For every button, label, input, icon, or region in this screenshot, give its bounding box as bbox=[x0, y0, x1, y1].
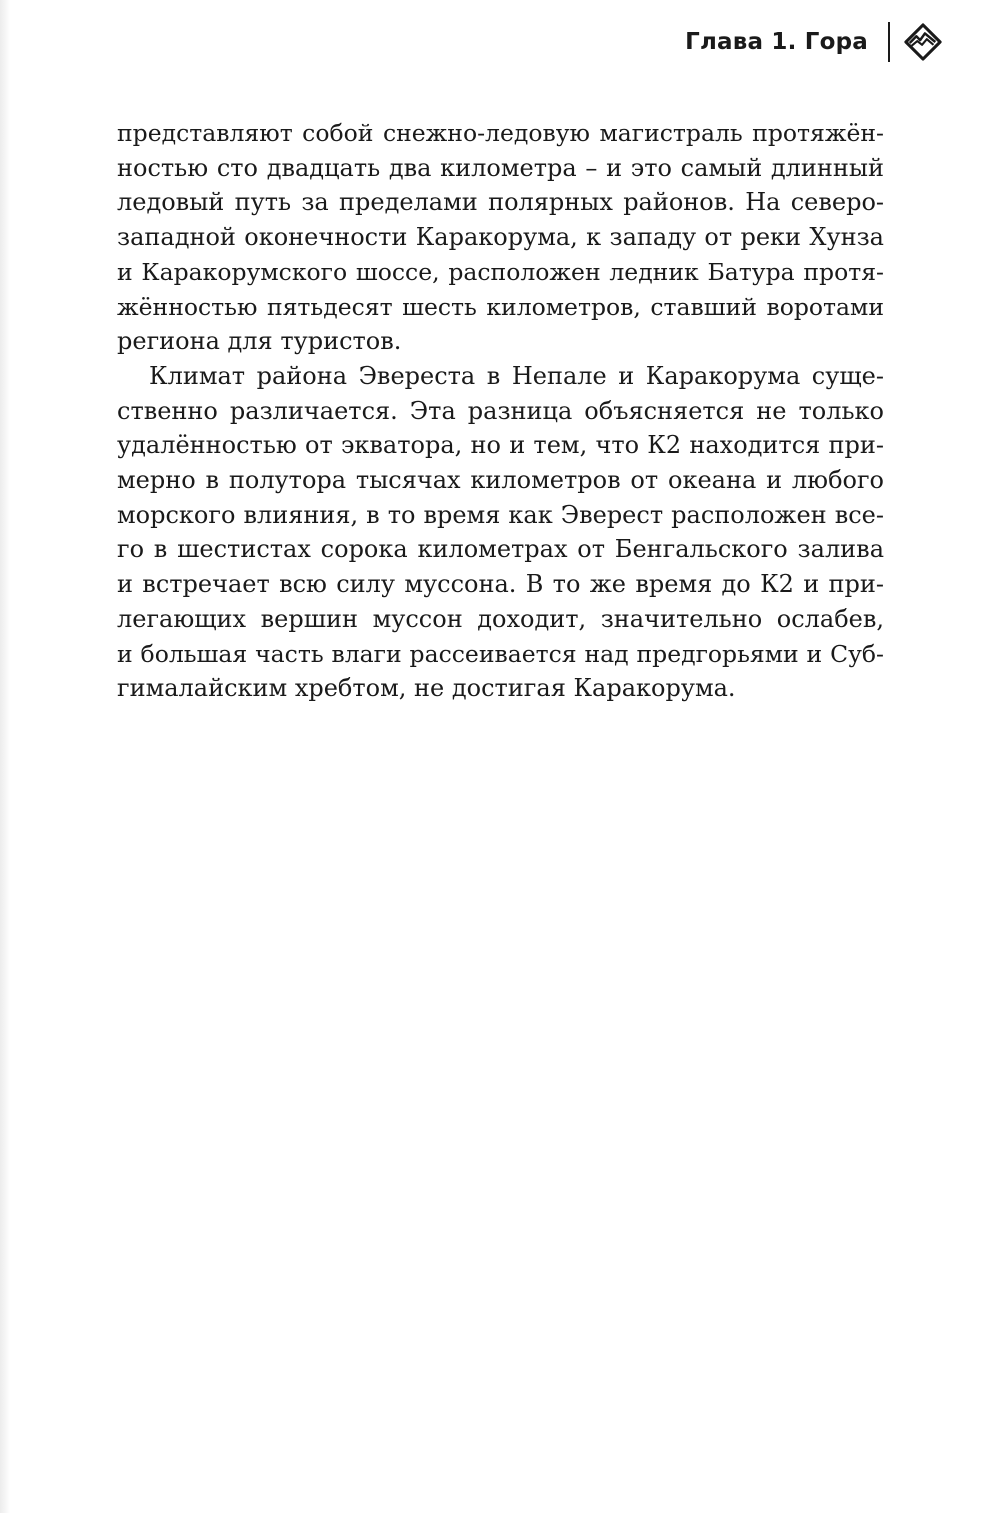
text-line: гималайским хребтом, не достигая Каракорума. bbox=[117, 674, 736, 703]
text-line: ледовый путь за пределами полярных районов. На северо- bbox=[117, 188, 884, 217]
paragraph-2 bbox=[117, 359, 884, 706]
text-line: и Каракорумского шоссе, расположен ледник Батура протя- bbox=[117, 257, 884, 286]
text-line: Климат района Эвереста в Непале и Каракорума суще- bbox=[149, 361, 884, 390]
text-line: морского влияния, в то время как Эверест расположен все- bbox=[117, 500, 884, 529]
text-line: легающих вершин муссон доходит, значительно ослабев, bbox=[117, 604, 884, 633]
mountain-logo-icon bbox=[904, 23, 942, 61]
text-line: удалённостью от экватора, но и тем, что К2 находится при- bbox=[117, 431, 884, 460]
header-divider bbox=[888, 22, 890, 62]
text-line: ственно различается. Эта разница объясняется не только bbox=[117, 396, 884, 425]
chapter-title: Глава 1. Гора bbox=[685, 29, 868, 55]
running-head bbox=[685, 20, 942, 64]
paragraph-1 bbox=[117, 116, 884, 359]
text-line: региона для туристов. bbox=[117, 327, 402, 356]
text-line: представляют собой снежно-ледовую магистраль протяжён- bbox=[117, 119, 884, 147]
text-line: мерно в полутора тысячах километров от океана и любого bbox=[117, 466, 884, 495]
body-text bbox=[117, 116, 884, 706]
text-line: ностью сто двадцать два километра – и это самый длинный bbox=[117, 153, 884, 182]
text-line: жённостью пятьдесят шесть километров, ставший воротами bbox=[117, 292, 884, 321]
text-line: и большая часть влаги рассеивается над предгорьями и Суб- bbox=[117, 639, 884, 668]
page-edge-shadow bbox=[0, 0, 10, 1513]
text-line: западной оконечности Каракорума, к западу от реки Хунза bbox=[117, 223, 884, 252]
text-line: го в шестистах сорока километрах от Бенгальского залива bbox=[117, 535, 884, 564]
text-line: и встречает всю силу муссона. В то же время до К2 и при- bbox=[117, 570, 884, 599]
